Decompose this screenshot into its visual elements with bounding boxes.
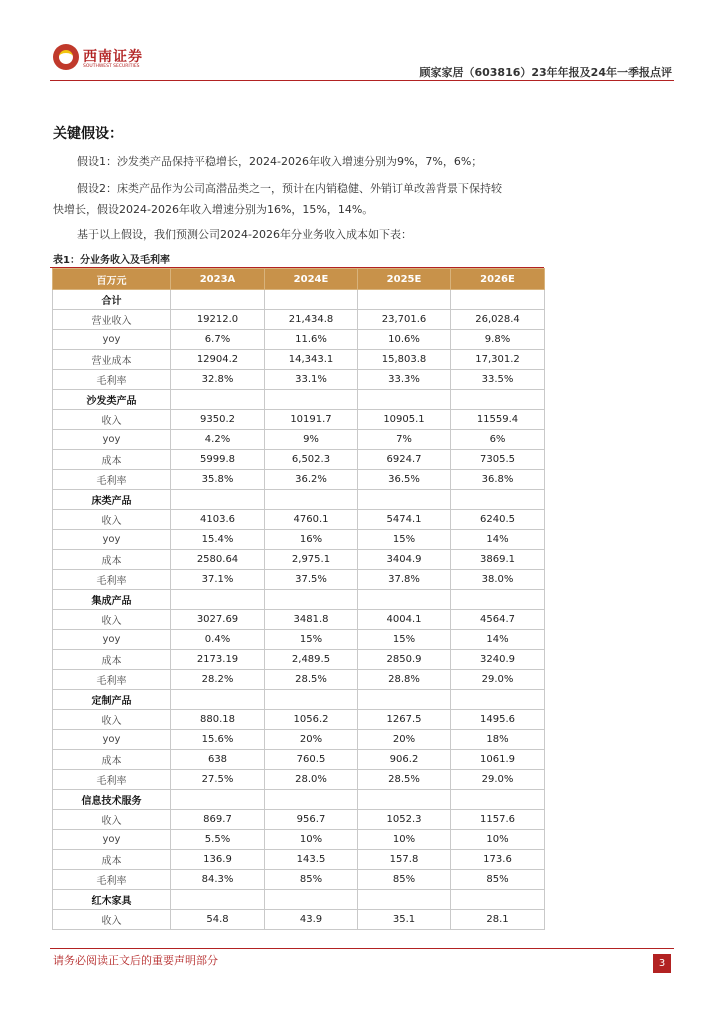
- row-label: 成本: [53, 650, 171, 670]
- table-cell: 15.4%: [171, 530, 265, 550]
- table-cell: 2580.64: [171, 550, 265, 570]
- table-cell: 136.9: [171, 850, 265, 870]
- row-label: 成本: [53, 450, 171, 470]
- assumption-1-paragraph: 假设1：沙发类产品保持平稳增长，2024-2026年收入增速分别为9%，7%，6%；: [77, 155, 483, 168]
- table-row: [53, 810, 545, 830]
- table-row: [53, 670, 545, 690]
- table-cell: 84.3%: [171, 870, 265, 890]
- table-cell: 18%: [451, 730, 545, 750]
- table-row: [53, 310, 545, 330]
- table-cell: 16%: [265, 530, 358, 550]
- table-cell: 5999.8: [171, 450, 265, 470]
- table-cell-empty: [358, 690, 451, 710]
- table-cell: 85%: [358, 870, 451, 890]
- table-cell: 28.2%: [171, 670, 265, 690]
- logo-name: 西南证券: [83, 49, 143, 65]
- table-cell: 7305.5: [451, 450, 545, 470]
- row-label: 收入: [53, 810, 171, 830]
- table-cell: 19212.0: [171, 310, 265, 330]
- table-row: [53, 550, 545, 570]
- table-cell-empty: [451, 490, 545, 510]
- table-cell-empty: [358, 590, 451, 610]
- table-cell-empty: [171, 690, 265, 710]
- table-cell: 26,028.4: [451, 310, 545, 330]
- table-cell: 4564.7: [451, 610, 545, 630]
- table-row: [53, 730, 545, 750]
- table-cell: 10%: [451, 830, 545, 850]
- table-row: [53, 850, 545, 870]
- table-cell: 33.1%: [265, 370, 358, 390]
- table-cell: 10.6%: [358, 330, 451, 350]
- row-label: 收入: [53, 710, 171, 730]
- table-cell: 638: [171, 750, 265, 770]
- table-group-row: [53, 690, 545, 710]
- table-row: [53, 450, 545, 470]
- table-cell-empty: [358, 890, 451, 910]
- table-cell: 20%: [265, 730, 358, 750]
- table-cell-empty: [171, 290, 265, 310]
- table-cell: 6,502.3: [265, 450, 358, 470]
- table-cell: 5474.1: [358, 510, 451, 530]
- table-cell: 12904.2: [171, 350, 265, 370]
- table-cell: 15%: [358, 530, 451, 550]
- table-cell: 85%: [265, 870, 358, 890]
- table-cell: 1495.6: [451, 710, 545, 730]
- header-2026e: 2026E: [451, 269, 545, 290]
- table-cell: 2,975.1: [265, 550, 358, 570]
- header-unit: 百万元: [53, 269, 171, 290]
- table-cell: 85%: [451, 870, 545, 890]
- report-title: 顾家家居（603816）23年年报及24年一季报点评: [419, 66, 672, 79]
- table-group-row: [53, 390, 545, 410]
- table-cell: 9%: [265, 430, 358, 450]
- table-cell-empty: [265, 690, 358, 710]
- table-cell-empty: [451, 390, 545, 410]
- table-cell: 32.8%: [171, 370, 265, 390]
- table-cell: 21,434.8: [265, 310, 358, 330]
- table-row: [53, 770, 545, 790]
- row-label: 毛利率: [53, 670, 171, 690]
- table-cell-empty: [171, 490, 265, 510]
- table-header-row: [53, 269, 545, 290]
- table-cell-empty: [265, 390, 358, 410]
- row-label: 毛利率: [53, 370, 171, 390]
- group-label: 定制产品: [53, 690, 171, 710]
- table-cell-empty: [358, 290, 451, 310]
- table-cell: 3404.9: [358, 550, 451, 570]
- row-label: 毛利率: [53, 470, 171, 490]
- table-row: [53, 870, 545, 890]
- table-cell: 28.0%: [265, 770, 358, 790]
- group-label: 红木家具: [53, 890, 171, 910]
- table-cell: 9.8%: [451, 330, 545, 350]
- table-cell: 3027.69: [171, 610, 265, 630]
- group-label: 集成产品: [53, 590, 171, 610]
- table-cell: 10%: [358, 830, 451, 850]
- table-cell-empty: [171, 390, 265, 410]
- table-cell: 43.9: [265, 910, 358, 930]
- table-cell: 20%: [358, 730, 451, 750]
- row-label: 成本: [53, 750, 171, 770]
- row-label: 收入: [53, 410, 171, 430]
- table-cell: 760.5: [265, 750, 358, 770]
- row-label: 成本: [53, 550, 171, 570]
- row-label: 营业成本: [53, 350, 171, 370]
- table-cell: 28.8%: [358, 670, 451, 690]
- table-row: [53, 330, 545, 350]
- table-cell: 157.8: [358, 850, 451, 870]
- table-cell: 4004.1: [358, 610, 451, 630]
- table-cell: 7%: [358, 430, 451, 450]
- table-row: [53, 410, 545, 430]
- table-cell-empty: [171, 590, 265, 610]
- header-2024e: 2024E: [265, 269, 358, 290]
- table-cell: 2173.19: [171, 650, 265, 670]
- table-cell: 1052.3: [358, 810, 451, 830]
- header-2025e: 2025E: [358, 269, 451, 290]
- table-cell: 54.8: [171, 910, 265, 930]
- table-cell: 36.5%: [358, 470, 451, 490]
- table-cell-empty: [265, 890, 358, 910]
- table-group-row: [53, 890, 545, 910]
- header-2023a: 2023A: [171, 269, 265, 290]
- table-cell: 956.7: [265, 810, 358, 830]
- table-cell: 1157.6: [451, 810, 545, 830]
- table-cell: 15.6%: [171, 730, 265, 750]
- table-cell-empty: [171, 790, 265, 810]
- table-cell: 3869.1: [451, 550, 545, 570]
- table-cell: 35.1: [358, 910, 451, 930]
- table-cell: 29.0%: [451, 670, 545, 690]
- table-group-row: [53, 790, 545, 810]
- table-cell: 9350.2: [171, 410, 265, 430]
- row-label: 营业收入: [53, 310, 171, 330]
- table-row: [53, 430, 545, 450]
- table-cell: 1061.9: [451, 750, 545, 770]
- table-caption: 表1：分业务收入及毛利率: [53, 255, 170, 266]
- table-cell: 906.2: [358, 750, 451, 770]
- table-cell: 6%: [451, 430, 545, 450]
- table-cell: 1056.2: [265, 710, 358, 730]
- table-cell: 3481.8: [265, 610, 358, 630]
- table-cell-empty: [265, 590, 358, 610]
- table-group-row: [53, 590, 545, 610]
- row-label: 成本: [53, 850, 171, 870]
- table-row: [53, 370, 545, 390]
- table-cell: 35.8%: [171, 470, 265, 490]
- table-cell: 36.2%: [265, 470, 358, 490]
- table-cell: 4103.6: [171, 510, 265, 530]
- row-label: 收入: [53, 510, 171, 530]
- table-cell: 28.5%: [358, 770, 451, 790]
- row-label: yoy: [53, 330, 171, 350]
- table-row: [53, 470, 545, 490]
- table-cell: 28.1: [451, 910, 545, 930]
- group-label: 床类产品: [53, 490, 171, 510]
- table-cell: 2,489.5: [265, 650, 358, 670]
- table-cell: 6924.7: [358, 450, 451, 470]
- table-cell-empty: [451, 590, 545, 610]
- row-label: yoy: [53, 530, 171, 550]
- forecast-intro-paragraph: 基于以上假设，我们预测公司2024-2026年分业务收入成本如下表：: [77, 228, 412, 241]
- section-title: 关键假设：: [53, 126, 123, 142]
- table-cell: 880.18: [171, 710, 265, 730]
- table-row: [53, 710, 545, 730]
- table-row: [53, 570, 545, 590]
- row-label: 收入: [53, 910, 171, 930]
- row-label: yoy: [53, 730, 171, 750]
- segment-revenue-table: [52, 268, 545, 930]
- table-cell-empty: [451, 790, 545, 810]
- table-cell: 14,343.1: [265, 350, 358, 370]
- table-cell: 10905.1: [358, 410, 451, 430]
- table-cell: 15%: [358, 630, 451, 650]
- table-cell-empty: [265, 790, 358, 810]
- table-cell: 0.4%: [171, 630, 265, 650]
- table-cell: 23,701.6: [358, 310, 451, 330]
- group-label: 合计: [53, 290, 171, 310]
- table-row: [53, 530, 545, 550]
- table-cell: 10191.7: [265, 410, 358, 430]
- table-cell-empty: [265, 490, 358, 510]
- row-label: yoy: [53, 630, 171, 650]
- table-cell: 29.0%: [451, 770, 545, 790]
- table-cell-empty: [358, 390, 451, 410]
- row-label: 收入: [53, 610, 171, 630]
- table-cell: 10%: [265, 830, 358, 850]
- assumption-2-paragraph: 假设2：床类产品作为公司高潜品类之一，预计在内销稳健、外销订单改善背景下保持较快增长，假设2024-2026年收入增速分别为16%，15%，14%。: [53, 182, 502, 216]
- table-cell: 36.8%: [451, 470, 545, 490]
- row-label: 毛利率: [53, 870, 171, 890]
- table-row: [53, 910, 545, 930]
- table-cell: 17,301.2: [451, 350, 545, 370]
- table-cell: 6240.5: [451, 510, 545, 530]
- row-label: yoy: [53, 430, 171, 450]
- table-cell: 6.7%: [171, 330, 265, 350]
- group-label: 信息技术服务: [53, 790, 171, 810]
- table-group-row: [53, 490, 545, 510]
- row-label: 毛利率: [53, 570, 171, 590]
- table-cell-empty: [265, 290, 358, 310]
- table-cell: 869.7: [171, 810, 265, 830]
- table-cell: 15,803.8: [358, 350, 451, 370]
- table-cell: 173.6: [451, 850, 545, 870]
- table-cell-empty: [451, 290, 545, 310]
- table-cell-empty: [171, 890, 265, 910]
- table-cell: 37.1%: [171, 570, 265, 590]
- table-row: [53, 650, 545, 670]
- row-label: yoy: [53, 830, 171, 850]
- table-row: [53, 750, 545, 770]
- table-cell: 4.2%: [171, 430, 265, 450]
- group-label: 沙发类产品: [53, 390, 171, 410]
- table-row: [53, 830, 545, 850]
- table-cell: 37.5%: [265, 570, 358, 590]
- table-cell: 37.8%: [358, 570, 451, 590]
- logo-subtitle: SOUTHWEST SECURITIES: [83, 64, 140, 69]
- table-group-row: [53, 290, 545, 310]
- table-body: [53, 290, 545, 930]
- page-number: 3: [653, 954, 671, 973]
- table-cell: 3240.9: [451, 650, 545, 670]
- table-cell: 33.5%: [451, 370, 545, 390]
- table-row: [53, 350, 545, 370]
- table-cell: 27.5%: [171, 770, 265, 790]
- footer-divider: [50, 948, 674, 949]
- table-row: [53, 630, 545, 650]
- table-cell-empty: [358, 790, 451, 810]
- company-logo: [53, 44, 153, 74]
- table-row: [53, 610, 545, 630]
- table-cell-empty: [358, 490, 451, 510]
- table-cell: 143.5: [265, 850, 358, 870]
- footer-disclaimer: 请务必阅读正文后的重要声明部分: [53, 954, 218, 967]
- table-cell: 1267.5: [358, 710, 451, 730]
- row-label: 毛利率: [53, 770, 171, 790]
- table-cell: 14%: [451, 530, 545, 550]
- table-cell-empty: [451, 890, 545, 910]
- table-cell: 28.5%: [265, 670, 358, 690]
- logo-emblem-icon: [53, 44, 79, 70]
- table-cell: 2850.9: [358, 650, 451, 670]
- table-cell: 4760.1: [265, 510, 358, 530]
- header-divider: [50, 80, 674, 81]
- table-cell: 11.6%: [265, 330, 358, 350]
- table-cell: 14%: [451, 630, 545, 650]
- table-row: [53, 510, 545, 530]
- table-cell: 5.5%: [171, 830, 265, 850]
- table-cell: 11559.4: [451, 410, 545, 430]
- table-cell-empty: [451, 690, 545, 710]
- table-cell: 33.3%: [358, 370, 451, 390]
- table-cell: 38.0%: [451, 570, 545, 590]
- table-cell: 15%: [265, 630, 358, 650]
